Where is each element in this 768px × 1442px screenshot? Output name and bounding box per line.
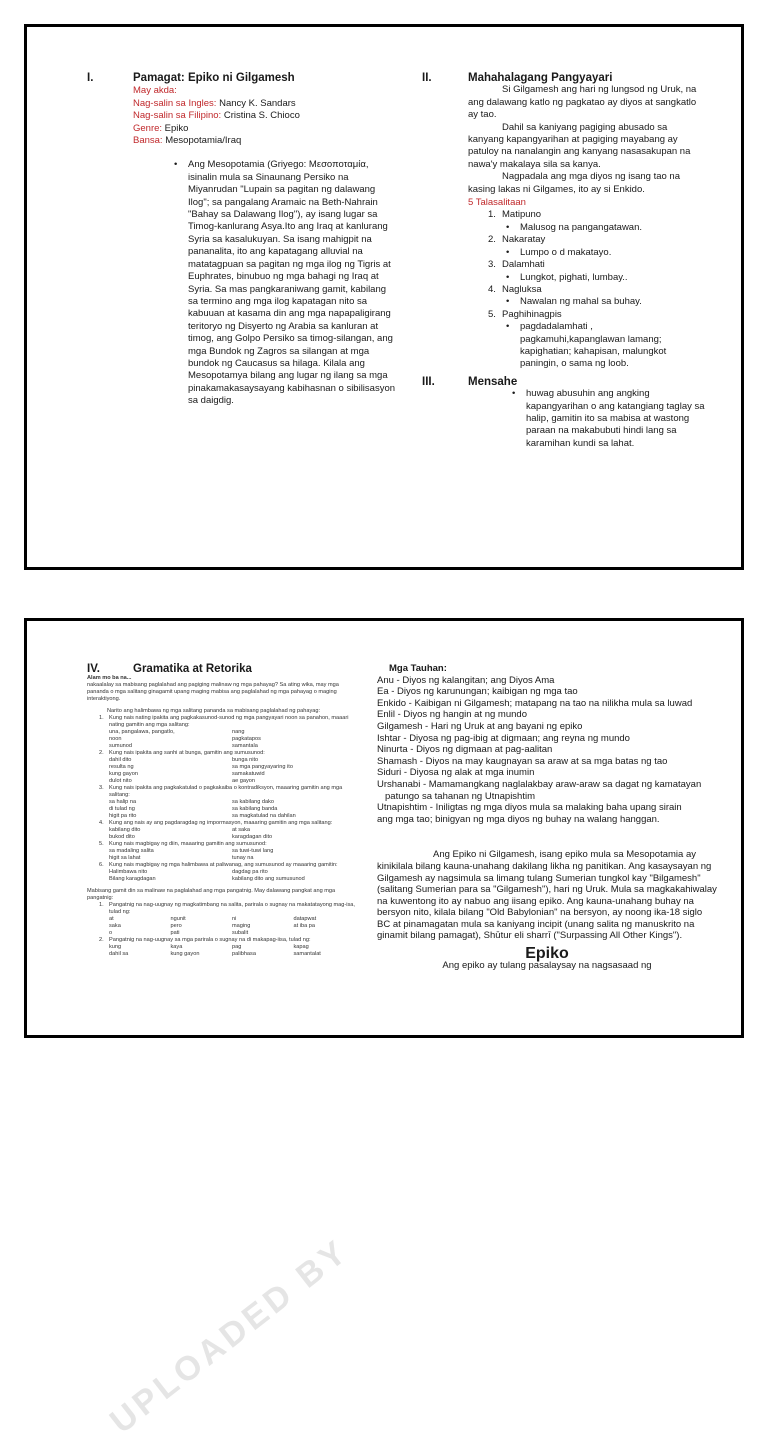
section-title: Mensahe [468,375,518,388]
meta-value: Nancy K. Sandars [216,97,296,109]
item-number: 6. [99,862,104,869]
word-cell [294,930,356,937]
item-text: Pangatnig na nag-uugnay sa mga parirala o sugnay na di makapag-iisa, tulad ng: [109,937,311,944]
vocab-item [488,284,698,296]
word-cell: higit pa rito [109,813,137,820]
vocab-word: Paghihinagpis [502,308,562,320]
word-cell: pag [232,944,242,951]
item-number: 1. [99,902,104,909]
word-cell: at saka [232,827,251,834]
vocab-definition: • Nawalan ng mahal sa buhay. [488,296,698,308]
item-number: 5. [99,841,104,848]
talasalitaan-label: 5 Talasalitaan [468,197,526,209]
page-1 [24,24,744,570]
tauhan-item: Shamash - Diyos na may kaugnayan sa araw at sa mga batas ng tao [377,755,668,767]
grammar-item [87,841,355,848]
word-row [87,757,355,764]
events [422,84,698,196]
grammar-lead: Narito ang halimbawa ng mga salitang pananda sa mabisang paglalahad ng pahayag: [107,708,321,715]
section-1-heading [87,72,387,84]
word-cell: pagkatapos [232,736,261,743]
word-cell: bukod dito [109,834,135,841]
word-cell: resulta ng [109,764,134,771]
word-cell: pati [170,930,180,937]
word-cell: maging [232,923,251,930]
word-cell: sa madaling salita [109,848,154,855]
word-cell: karagdagan dito [232,834,273,841]
vocab-definition: • Lungkot, pighati, lumbay.. [488,272,698,284]
vocab-word: Dalamhati [502,259,545,271]
section-4-heading [87,663,355,675]
tauhan-item: Ninurta - Diyos ng digmaan at pag-aalitan [377,744,553,756]
word-row [87,778,355,785]
word-cell: dahil dito [109,757,132,764]
word-row [87,876,355,883]
vocab-number: 2. [488,234,496,246]
word-cell: sa tuwi-tuwi lang [232,848,274,855]
item-text: Kung ang nais ay ang pagdaragdag ng impormasyon, maaaring gamitin ang mga salitang: [109,820,333,827]
word-cell: palibhasa [232,951,256,958]
word-cell: saka [109,923,121,930]
meta-label: Bansa: [133,135,163,147]
epiko-paragraph: Ang Epiko ni Gilgamesh, isang epiko mula sa Mesopotamia ay kinikilala bilang kauna-unahang dakilang likha ng panitikan. Ang kasaysayan ng Gilgamesh ay nagsimula sa limang tulang Sumerian tungkol kay "Bilgamesh" (salitang Sumerian para sa "Gilgamesh"), hari ng Uruk. Mula sa magkakahiwalay na kuwentong ito ay nabuo ang iisang epiko. Ang kauna-unahang buhay na bersyon nito, kilala bilang "Old Babylonian" na bersyon, ay noong ika-18 siglo BC at pinamagatan mula sa kaniyang incipit (unang salita ng manuskrito na ginamit bilang pamagat), Shūtur eli sharrī ("Surpassing All Other Kings"). [377,849,717,942]
word-cell: pero [170,923,182,930]
meta-filipino-translator [133,110,387,122]
event-paragraph: Nagpadala ang mga diyos ng isang tao na kasing lakas ni Gilgames, ito ay si Enkido. [468,171,680,195]
word-cell: subalit [232,930,249,937]
vocab-number: 3. [488,259,496,271]
item-text: Kung nais magbigay ng mga halimbawa at paliwanag, ang sumusunod ay maaaring gamitin: [109,862,338,869]
grammar-item [87,937,355,944]
right-column [422,72,712,450]
item-text: Kung nais magbigay ng diin, maaaring gamitin ang sumusunod: [109,841,267,848]
left-column [87,72,396,408]
item-text: Kung nais nating ipakita ang pagkakasunod-sunod ng mga pangyayari noon sa panahon, maaari nating gamitin ang mga salitang: [109,715,349,729]
vocabulary-list [422,209,698,370]
word-cell: at iba pa [293,923,315,930]
grammar-item [87,862,355,869]
word-cell: una, pangalawa, pangatlo, [109,729,175,736]
word-row [87,848,355,855]
section-title: Pamagat: Epiko ni Gilgamesh [133,72,295,84]
word-cell: Halimbawa nito [109,869,148,876]
word-cell: nang [232,729,245,736]
word-row [87,771,355,778]
vocab-number: 5. [488,308,496,320]
vocab-definition: • Malusog na pangangatawan. [488,222,698,234]
word-cell: dahil sa [109,951,129,958]
tauhan-item: Enlil - Diyos ng hangin at ng mundo [377,709,527,721]
book-meta [87,85,387,147]
tauhan-title: Mga Tauhan: [389,663,447,674]
word-row [87,944,355,951]
word-cell: dulot nito [109,778,132,785]
tauhan-item: Utnapishtim - Iniligtas ng mga diyos mula sa malaking baha upang sirain [377,802,682,814]
tauhan-item: ang mga tao; binigyan ng mga diyos ng buhay na walang hanggan. [377,813,660,825]
grammar-text [87,675,355,958]
word-cell: kabilang dito [109,827,141,834]
word-cell: o [109,930,113,937]
section-2-heading [422,72,712,84]
story-column [377,663,717,971]
word-cell: sa kabilang dako [232,799,274,806]
word-cell: Bilang karagdagan [109,876,156,883]
word-cell: kapag [293,944,309,951]
vocab-word: Matipuno [502,209,542,221]
grammar-intro: nakaalalay sa mabisang paglalahad ang pagiging malinaw ng mga pahayag? Sa ating wika, may mga pananda o mga salitang ginagamit upang maging mabisa ang paglalahad ng mga pahayag o maging interaktiyong. [87,682,339,703]
section-number: I. [87,72,94,84]
word-cell: ngunit [170,916,186,923]
word-row [87,799,355,806]
word-cell: di tulad ng [109,806,135,813]
meta-value: Cristina S. Chioco [221,110,300,122]
vocab-item [488,309,698,321]
item-number: 2. [99,937,104,944]
meta-label: Nag-salin sa Filipino: [133,110,222,122]
word-cell: tunay na [232,855,254,862]
vocab-item [488,209,698,221]
word-cell: ni [232,916,237,923]
word-row [87,930,355,937]
event-paragraph: Si Gilgamesh ang hari ng lungsod ng Uruk, na ang dalawang katlo ng pagkatao ay diyos at sangkatlo ay tao. [468,84,697,121]
vocab-word: Nagluksa [502,283,542,295]
word-cell: kung gayon [109,771,138,778]
tauhan-item: Gilgamesh - Hari ng Uruk at ang bayani ng epiko [377,720,583,732]
item-text: Kung nais ipakita ang sanhi at bunga, gamitin ang sumusunod: [109,750,265,757]
meta-author [133,85,387,97]
item-number: 1. [99,715,104,722]
item-text: Kung nais ipakita ang pagkakatulad o pagkakaiba o kontradiksyon, maaaring gamitin ang mga salitang: [109,785,343,799]
mensahe-bullet: • huwag abusuhin ang angking kapangyarihan o ang katangiang taglay sa halip, gamitin ito sa mabisa at wastong paraan na makabubuti hindi lang sa karamihan kundi sa lahat. [512,388,706,450]
item-number: 3. [99,785,104,792]
watermark: UPLOADED BY [103,1231,357,1441]
section-title: Gramatika at Retorika [133,663,252,675]
word-cell: sa magkatulad na dahilan [232,813,296,820]
word-row [87,855,355,862]
item-number: 4. [99,820,104,827]
word-row [87,923,355,930]
tauhan-item: Siduri - Diyosa ng alak at mga inumin [377,767,535,779]
item-number: 2. [99,750,104,757]
meta-label: May akda: [133,85,177,97]
word-row [87,806,355,813]
vocab-definition: • Lumpo o d makatayo. [488,247,698,259]
epiko-title: Epiko [525,945,569,963]
word-row [87,916,355,923]
meta-country [133,135,387,147]
word-row [87,827,355,834]
tauhan-item: Urshanabi - Mamamangkang naglalakbay araw-araw sa dagat ng kamatayan patungo sa tahanan ng Utnapishtim [377,778,702,802]
word-row [87,764,355,771]
meta-genre [133,123,387,135]
pangatnig-items [87,902,355,958]
word-cell: dagdag pa rito [232,869,268,876]
section-number: IV. [87,663,101,675]
word-row [87,743,355,750]
grammar-item [87,715,355,729]
vocab-word: Nakaratay [502,234,546,246]
word-cell: higit sa lahat [109,855,141,862]
grammar-item [87,750,355,757]
word-row [87,813,355,820]
word-row [87,951,355,958]
vocab-definition: • pagdadalamhati , pagkamuhi,kapanglawan lamang; kapighatian; kahapisan, malungkot paningin, o sama ng loob. [488,321,698,371]
section-number: III. [422,375,435,388]
word-row [87,729,355,736]
meta-value: Mesopotamia/Iraq [162,135,242,147]
word-cell: samantalat [293,951,321,958]
event-paragraph: Dahil sa kaniyang pagiging abusado sa kanyang kapangyarihan at pagiging mayabang ay patuloy na nanalangin ang kanyang nasasakupan na nawa'y makalaya sila sa kanya. [468,121,691,170]
item-text: Pangatnig na nag-uugnay ng magkatimbang na salita, parirala o sugnay na makatatayong mag-isa, tulad ng: [109,902,355,916]
meta-label: Genre: [133,122,163,134]
word-cell: kabilang dito ang sumusunod [232,876,305,883]
vocab-item [488,259,698,271]
tauhan-item: Ea - Diyos ng karunungan; kaibigan ng mga tao [377,686,578,698]
mesopotamia-bullet: • Ang Mesopotamia (Griyego: Μεσοποταμία, isinalin mula sa Sinaunang Persiko na Miyanrudan "Lupain sa pagitan ng dalawang Ilog"; sa pangalang Aramaic na Beth-Nahrain "Bahay sa Dalawang Ilog"), ay isang lugar sa Timog-kanlurang Asya.Ito ang Iraq at kanlurang Syria sa kasalukuyan. Sa isang mahigpit na pananalita, ito ang kapatagang alluvial na matatagpuan sa pagitan ng mga ilog ng Tigris at Euphrates, binubuo ng mga bahagi ng Iraq at Syria. Sa mas pangkaraniwang gamit, kabilang sa termino ang mga ilog kapatagan nito sa kabuuan at kasama din ang mga napapaligirang teritoryo ng Disyerto ng Arabia sa kanluran at timog, ang Golpo Persiko sa timog-silangan, ang mga Bundok ng Zagros sa silangan at mga bundok ng Caucasus sa hilaga. Kilala ang Mesopotamya bilang ang lugar ng ilang sa mga pinakamakasaysayang kabihasnan o sibilisasyon sa daigdig. [174,159,398,407]
vocab-number: 4. [488,283,496,295]
word-cell: sa halip na [109,799,137,806]
tauhan-item: Ishtar - Diyosa ng pag-ibig at digmaan; ang reyna ng mundo [377,732,630,744]
grammar-column [87,663,355,958]
section-3-heading [422,376,712,388]
word-cell: at [109,916,114,923]
epiko-definition: Ang epiko ay tulang pasalaysay na nagsasaad ng [442,959,652,971]
page-2 [24,618,744,1441]
word-row [87,869,355,876]
grammar-item [87,902,355,916]
grammar-item [87,820,355,827]
meta-english-translator [133,98,387,110]
word-cell: sa kabilang banda [232,806,278,813]
word-cell: kung gayon [170,951,200,958]
word-cell: samantala [232,743,258,750]
word-cell: sa mga pangyayaring ito [232,764,293,771]
vocab-item [488,234,698,246]
tauhan-item: Enkido - Kaibigan ni Gilgamesh; matapang na tao na nilikha mula sa luwad [377,697,693,709]
word-row [87,736,355,743]
word-cell: ae gayon [232,778,256,785]
grammar-items [87,715,355,883]
word-cell: sumunod [109,743,133,750]
section-title: Mahahalagang Pangyayari [468,72,613,84]
meta-value: Epiko [162,122,189,134]
tauhan-list [377,675,717,826]
vocab-number: 1. [488,209,496,221]
section-number: II. [422,72,432,84]
alam-mo-ba: Alam mo ba na... [87,675,132,682]
grammar-item [87,785,355,799]
word-cell: kaya [170,944,183,951]
word-row [87,834,355,841]
meta-label: Nag-salin sa Ingles: [133,97,217,109]
word-cell: bunga nito [232,757,259,764]
word-cell: kung [109,944,122,951]
word-cell: datapwat [293,916,317,923]
word-cell: noon [109,736,122,743]
pangatnig-intro: Mabisang gamit din sa malinaw na paglalahad ang mga pangatnig. May dalawang pangkat ang mga pangatnig: [87,888,336,902]
word-cell: samakatuwid [232,771,265,778]
tauhan-item: Anu - Diyos ng kalangitan; ang Diyos Ama [377,674,555,686]
